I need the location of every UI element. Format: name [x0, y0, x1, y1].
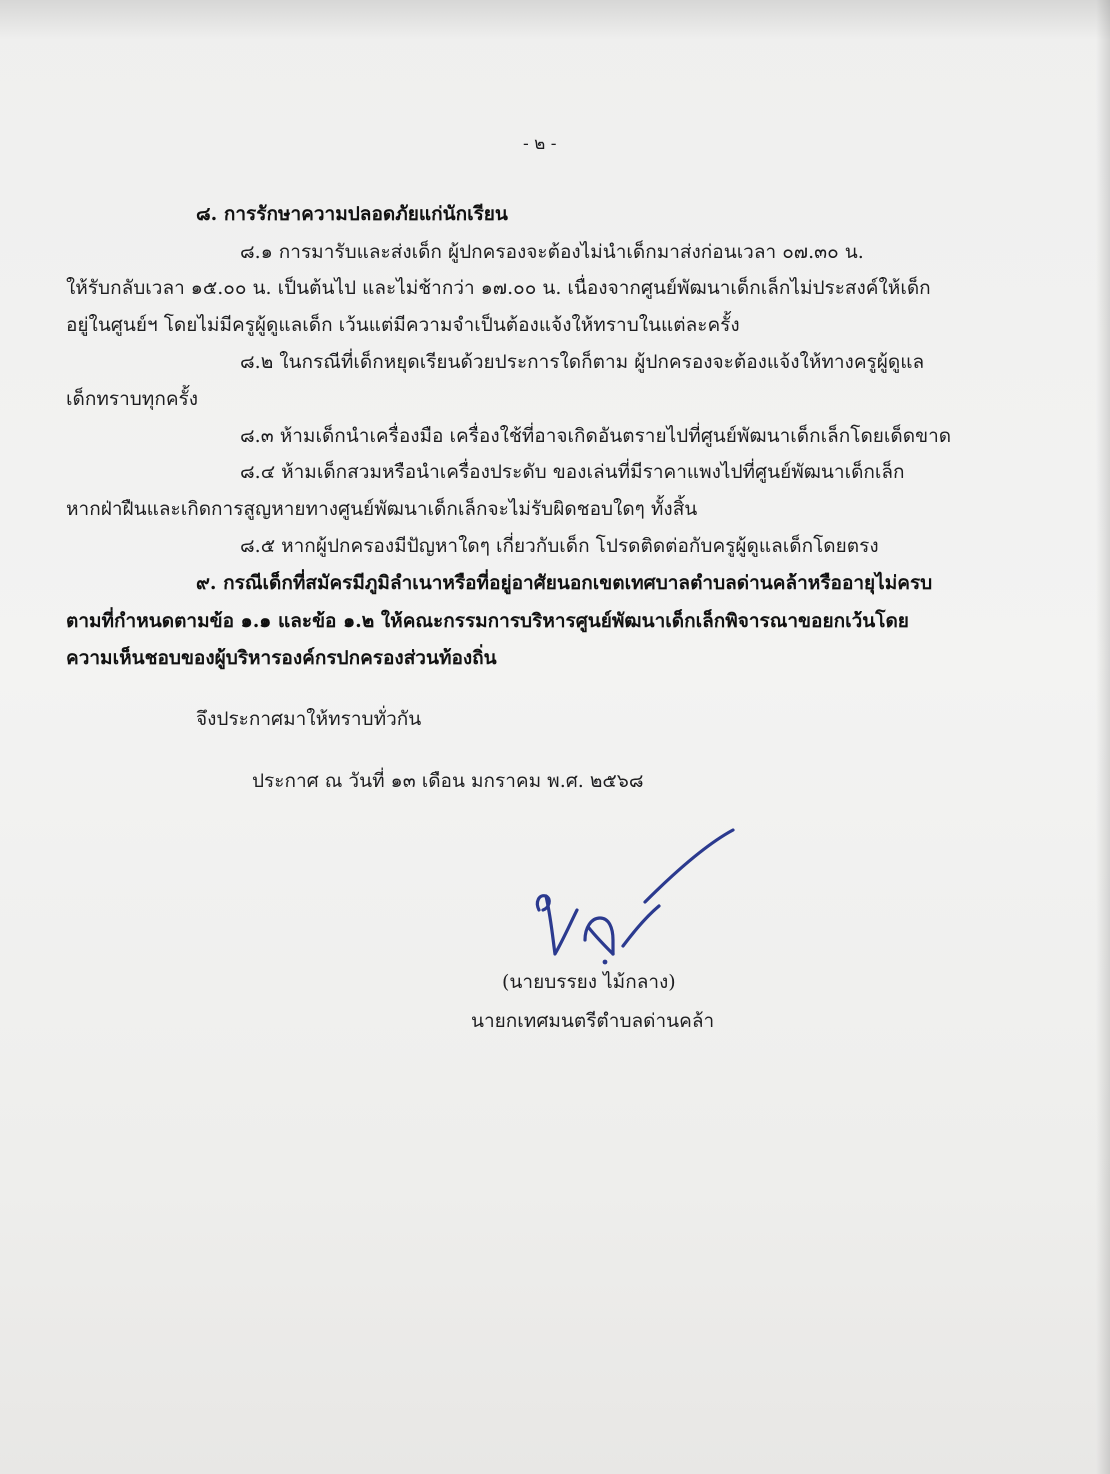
item-8-3-line-1: ๘.๓ ห้ามเด็กนำเครื่องมือ เครื่องใช้ที่อาจเกิดอันตรายไปที่ศูนย์พัฒนาเด็กเล็กโดยเด็ดขาด	[240, 425, 952, 447]
item-8-1-line-3: อยู่ในศูนย์ฯ โดยไม่มีครูผู้ดูแลเด็ก เว้นแต่มีความจำเป็นต้องแจ้งให้ทราบในแต่ละครั้ง	[66, 314, 740, 336]
section-9-line-3: ความเห็นชอบของผู้บริหารองค์กรปกครองส่วนท้องถิ่น	[66, 647, 497, 669]
handwritten-signature	[525, 822, 755, 972]
item-8-1-line-2: ให้รับกลับเวลา ๑๕.๐๐ น. เป็นต้นไป และไม่ช้ากว่า ๑๗.๐๐ น. เนื่องจากศูนย์พัฒนาเด็กเล็กไม่ประสงค์ให้เด็ก	[66, 277, 931, 299]
page-shadow-right	[1096, 0, 1110, 1474]
page-shadow-top	[0, 0, 1110, 40]
closing-statement: จึงประกาศมาให้ทราบทั่วกัน	[196, 708, 422, 730]
announcement-date: ประกาศ ณ วันที่ ๑๓ เดือน มกราคม พ.ศ. ๒๕๖๘	[252, 770, 644, 792]
signatory-name: (นายบรรยง ไม้กลาง)	[502, 971, 676, 993]
section-9-line-1: ๙. กรณีเด็กที่สมัครมีภูมิลำเนาหรือที่อยู่อาศัยนอกเขตเทศบาลตำบลด่านคล้าหรืออายุไม่ครบ	[196, 572, 933, 594]
item-8-1-line-1: ๘.๑ การมารับและส่งเด็ก ผู้ปกครองจะต้องไม่นำเด็กมาส่งก่อนเวลา ๐๗.๓๐ น.	[240, 241, 864, 263]
section-8-heading: ๘. การรักษาความปลอดภัยแก่นักเรียน	[196, 203, 508, 225]
signatory-position: นายกเทศมนตรีตำบลด่านคล้า	[471, 1010, 715, 1032]
item-8-2-line-1: ๘.๒ ในกรณีที่เด็กหยุดเรียนด้วยประการใดก็ตาม ผู้ปกครองจะต้องแจ้งให้ทางครูผู้ดูแล	[240, 351, 925, 373]
section-9-line-2: ตามที่กำหนดตามข้อ ๑.๑ และข้อ ๑.๒ ให้คณะกรรมการบริหารศูนย์พัฒนาเด็กเล็กพิจารณาขอยกเว้นโดย	[66, 610, 909, 632]
page-number: - ๒ -	[523, 134, 557, 154]
item-8-2-line-2: เด็กทราบทุกครั้ง	[66, 388, 199, 410]
item-8-5-line-1: ๘.๕ หากผู้ปกครองมีปัญหาใดๆ เกี่ยวกับเด็ก โปรดติดต่อกับครูผู้ดูแลเด็กโดยตรง	[240, 535, 879, 557]
item-8-4-line-1: ๘.๔ ห้ามเด็กสวมหรือนำเครื่องประดับ ของเล่นที่มีราคาแพงไปที่ศูนย์พัฒนาเด็กเล็ก	[240, 461, 905, 483]
item-8-4-line-2: หากฝ่าฝืนและเกิดการสูญหายทางศูนย์พัฒนาเด็กเล็กจะไม่รับผิดชอบใดๆ ทั้งสิ้น	[66, 498, 698, 520]
